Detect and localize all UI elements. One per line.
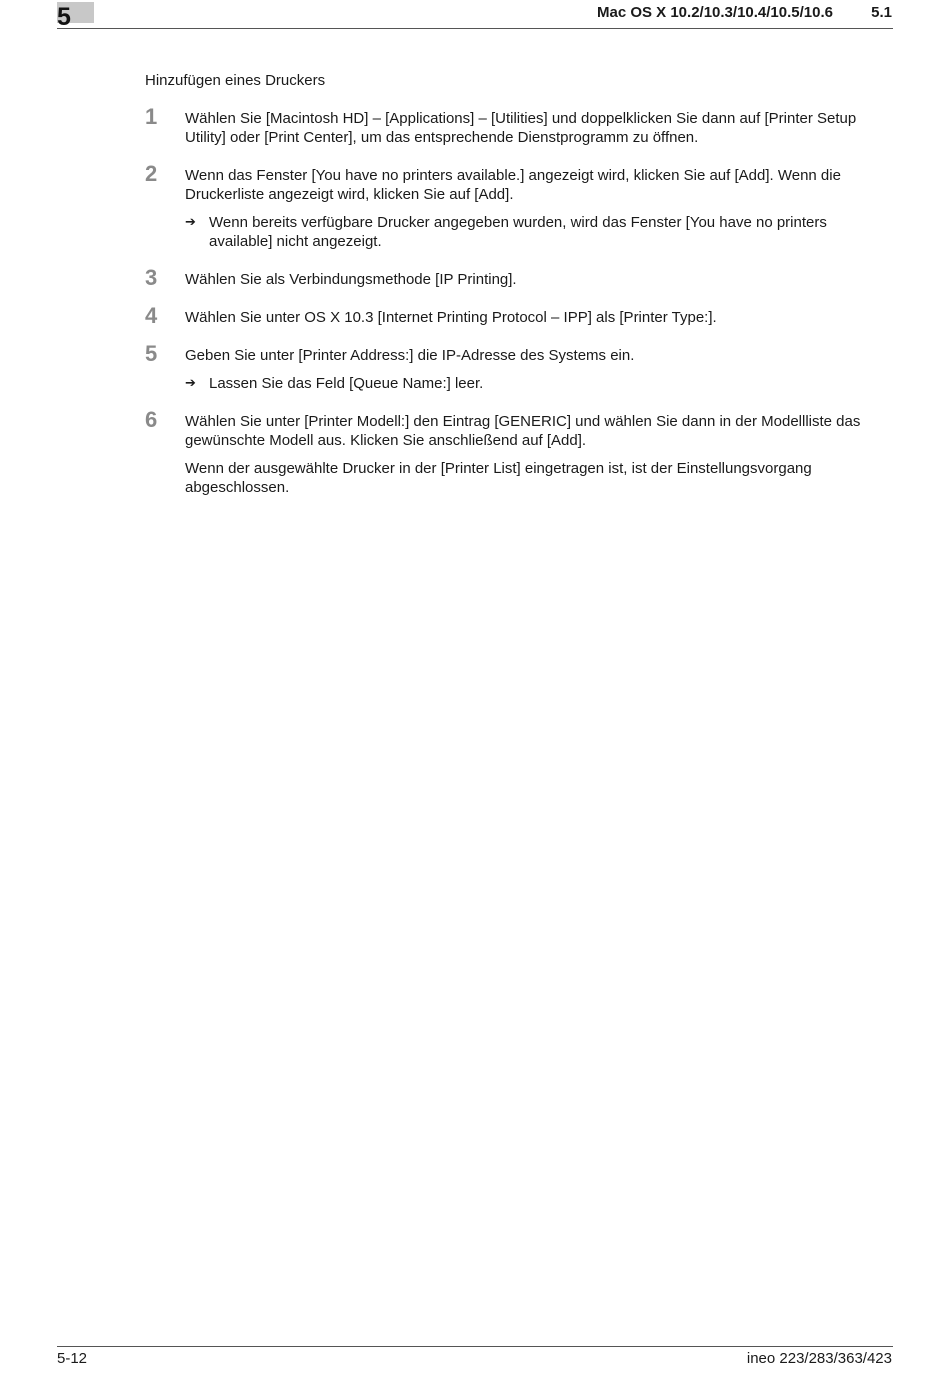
step-text: Wählen Sie als Verbindungsmethode [IP Printing]. bbox=[185, 271, 517, 288]
step-number: 1 bbox=[145, 104, 158, 129]
step-text: Geben Sie unter [Printer Address:] die IP-Adresse des Systems ein. bbox=[185, 347, 635, 364]
header-section-number: 5.1 bbox=[871, 4, 892, 21]
step-3 bbox=[145, 265, 893, 290]
chapter-number: 5 bbox=[57, 3, 71, 31]
step-number: 6 bbox=[145, 407, 158, 432]
step-2 bbox=[145, 161, 893, 251]
step-text: Wählen Sie [Macintosh HD] – [Applications] – [Utilities] und doppelklicken Sie dann auf [Printer Setup Utility] oder [Print Center], um das entsprechende Dienstprogramm zu öffnen. bbox=[185, 110, 857, 146]
step-note-text: Lassen Sie das Feld [Queue Name:] leer. bbox=[209, 375, 484, 392]
page-number: 5-12 bbox=[57, 1350, 88, 1367]
product-name: ineo 223/283/363/423 bbox=[746, 1350, 892, 1367]
step-5 bbox=[145, 341, 893, 393]
step-4 bbox=[145, 303, 893, 328]
step-number: 5 bbox=[145, 341, 158, 366]
arrow-right-icon: ➔ bbox=[185, 376, 196, 391]
step-note bbox=[185, 374, 893, 393]
header-title: Mac OS X 10.2/10.3/10.4/10.5/10.6 bbox=[596, 4, 833, 21]
section-title: Hinzufügen eines Druckers bbox=[145, 72, 326, 89]
step-note bbox=[185, 213, 893, 251]
step-note-text: Wenn bereits verfügbare Drucker angegeben wurden, wird das Fenster [You have no printers available] nicht angezeigt. bbox=[209, 214, 827, 250]
header-divider bbox=[57, 28, 893, 29]
step-number: 4 bbox=[145, 303, 158, 328]
step-text: Wählen Sie unter OS X 10.3 [Internet Printing Protocol – IPP] als [Printer Type:]. bbox=[185, 309, 717, 326]
step-number: 3 bbox=[145, 265, 158, 290]
step-1 bbox=[145, 104, 893, 147]
footer-divider bbox=[57, 1346, 893, 1347]
step-text: Wählen Sie unter [Printer Modell:] den Eintrag [GENERIC] und wählen Sie dann in der Modellliste das gewünschte Modell aus. Klicken Sie anschließend auf [Add]. bbox=[185, 413, 861, 449]
step-text: Wenn das Fenster [You have no printers available.] angezeigt wird, klicken Sie auf [Add]. Wenn die Druckerliste angezeigt wird, klicken Sie auf [Add]. bbox=[185, 167, 841, 203]
step-extra-text: Wenn der ausgewählte Drucker in der [Printer List] eingetragen ist, ist der Einstellungsvorgang abgeschlossen. bbox=[185, 460, 812, 496]
step-number: 2 bbox=[145, 161, 158, 186]
arrow-right-icon: ➔ bbox=[185, 215, 196, 230]
step-6 bbox=[145, 407, 893, 497]
